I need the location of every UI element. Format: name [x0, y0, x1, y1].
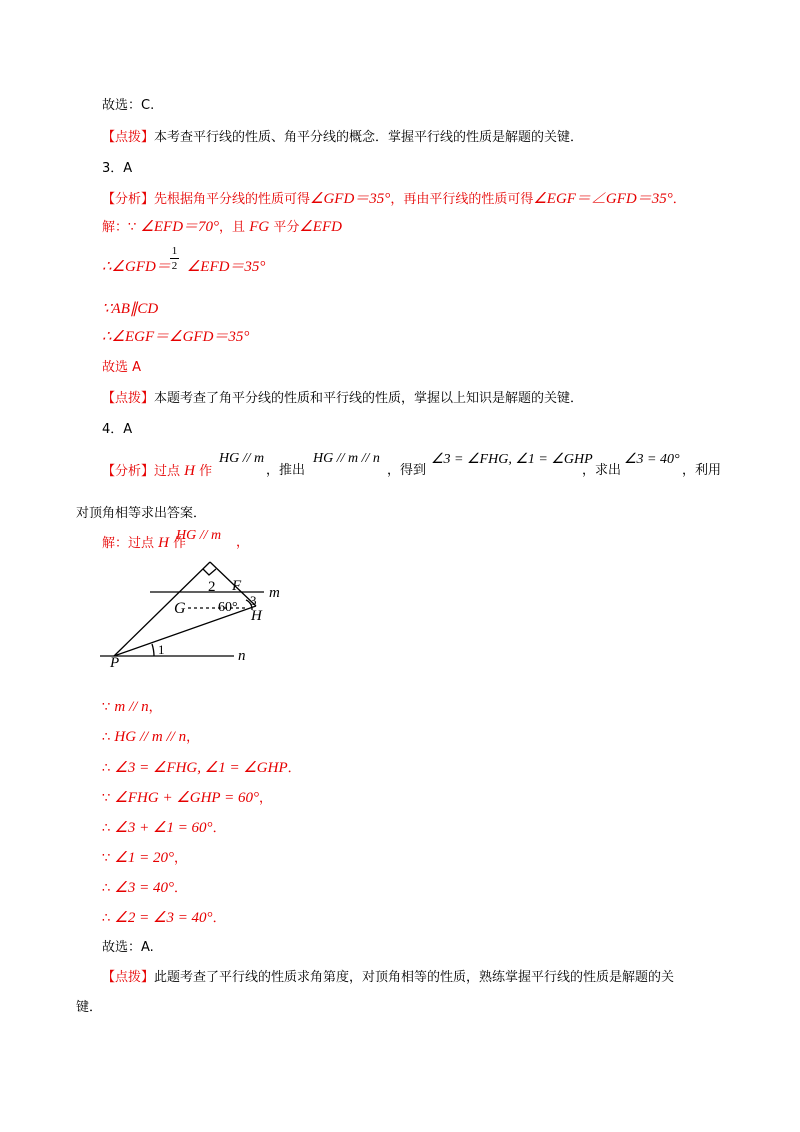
- therefore-symbol: ∴: [102, 730, 111, 745]
- math-expr: HG // m // n: [114, 729, 187, 745]
- tip-text: 本题考查了角平分线的性质和平行线的性质，掌握以上知识是解题的关键．: [154, 391, 584, 406]
- fraction-denominator: 2: [171, 260, 178, 272]
- label-p: P: [110, 655, 120, 671]
- point-h: H: [184, 463, 195, 479]
- answer-choice-a: 故选 A: [102, 360, 142, 375]
- punctuation: ．: [212, 821, 226, 836]
- math-expr: ∠GFD＝35°: [310, 191, 391, 207]
- analysis-line-4: [102, 462, 212, 481]
- math-hg-m-n: HG // m // n: [313, 451, 380, 466]
- geometry-figure: [96, 552, 280, 671]
- fraction-half: [170, 245, 179, 272]
- label-g: G: [174, 600, 186, 617]
- math-hg-parallel-m: HG // m: [219, 451, 265, 466]
- angle-1-arc: [152, 644, 154, 656]
- math-expr: ∵AB∥CD: [102, 301, 159, 317]
- label-1: 1: [158, 642, 165, 657]
- tip-text: 本考查平行线的性质、角平分线的概念．掌握平行线的性质是解题的关键．: [154, 130, 584, 145]
- analysis-tag: 【分析】: [102, 192, 155, 207]
- analysis-tag: 【分析】: [102, 464, 155, 479]
- label-n: n: [238, 648, 246, 664]
- math-expr: ∴∠GFD＝: [102, 259, 171, 275]
- therefore-symbol: ∴: [102, 881, 111, 896]
- tip-text: 此题考查了平行线的性质求角第度，对顶角相等的性质，熟练掌握平行线的性质是解题的关: [154, 970, 675, 985]
- analysis-text: ，利用: [682, 463, 722, 478]
- analysis-line-3: [102, 190, 686, 209]
- because-symbol: ∵: [102, 700, 111, 715]
- step-6: [102, 849, 187, 868]
- solution-line-3: [102, 218, 342, 237]
- punctuation: ，: [186, 730, 200, 745]
- punctuation: ，: [174, 851, 188, 866]
- therefore-symbol: ∴: [102, 761, 111, 776]
- step-1: [102, 698, 162, 717]
- because-symbol: ∵: [102, 791, 111, 806]
- math-expr: FG: [249, 219, 270, 235]
- math-expr: ∠1 = 20°: [114, 850, 174, 866]
- tip-line-4: [102, 969, 674, 987]
- right-angle-mark: [203, 569, 216, 575]
- step-5: [102, 819, 226, 838]
- label-60: 60°: [218, 600, 238, 615]
- analysis-text: ，求出: [582, 463, 622, 478]
- step-4: [102, 789, 272, 808]
- tip-tag: 【点拨】: [102, 130, 155, 145]
- therefore-symbol: ∴: [102, 911, 111, 926]
- analysis-continuation: 对顶角相等求出答案．: [76, 506, 207, 521]
- math-expr: ∠EGF＝∠GFD＝35°: [533, 191, 673, 207]
- analysis-text: 过点: [154, 464, 185, 479]
- solution-text: ，: [236, 535, 250, 550]
- math-expr: ∠2 = ∠3 = 40°: [114, 910, 213, 926]
- punctuation: ，: [148, 700, 162, 715]
- math-angle-3: ∠3 = 40°: [624, 452, 680, 467]
- tip-tag: 【点拨】: [102, 970, 155, 985]
- question-3-heading: 3．A: [102, 161, 133, 176]
- label-f: F: [232, 578, 242, 594]
- solution-text: 解：: [102, 220, 129, 235]
- solution-text: 平分: [269, 220, 300, 235]
- step-3: [102, 759, 301, 778]
- step-ab-parallel-cd: [102, 300, 158, 319]
- step-2: [102, 728, 199, 747]
- step-8: [102, 909, 226, 928]
- analysis-text: ，再由平行线的性质可得: [390, 192, 534, 207]
- math-expr: ∴∠EGF＝∠GFD＝35°: [102, 329, 250, 345]
- analysis-text: 先根据角平分线的性质可得: [154, 192, 311, 207]
- punctuation: ．: [212, 911, 226, 926]
- step-gfd: [102, 258, 265, 277]
- analysis-text: ．: [672, 192, 686, 207]
- punctuation: ．: [174, 881, 188, 896]
- step-egf: [102, 328, 249, 347]
- label-3: 3: [250, 593, 257, 608]
- math-expr: ∠EFD＝70°: [140, 219, 220, 235]
- math-expr: ∠FHG + ∠GHP = 60°: [114, 790, 259, 806]
- math-expr: ∠3 = ∠FHG, ∠1 = ∠GHP: [114, 760, 288, 776]
- tip-tag: 【点拨】: [102, 391, 155, 406]
- punctuation: ，: [258, 791, 272, 806]
- analysis-text: 作: [195, 464, 213, 479]
- because-symbol: ∵: [128, 220, 137, 235]
- math-expr: ∠3 + ∠1 = 60°: [114, 820, 213, 836]
- analysis-text: ，得到: [387, 463, 427, 478]
- math-expr: m // n: [114, 699, 149, 715]
- solution-line-4: [102, 534, 186, 553]
- math-expr: ∠3 = 40°: [114, 880, 174, 896]
- because-symbol: ∵: [102, 851, 111, 866]
- answer-choice-a-final: 故选：A.: [102, 940, 154, 955]
- punctuation: ．: [287, 761, 301, 776]
- therefore-symbol: ∴: [102, 821, 111, 836]
- fraction-numerator: 1: [171, 245, 178, 257]
- step-7: [102, 879, 187, 898]
- solution-text: 作: [168, 536, 187, 551]
- tip-line-1: [102, 129, 583, 147]
- math-hg-parallel-m: HG // m: [176, 528, 222, 543]
- question-4-heading: 4．A: [102, 422, 133, 437]
- math-expr: ∠EFD: [299, 219, 342, 235]
- analysis-text: ，推出: [266, 463, 306, 478]
- solution-text: 解：过点: [102, 536, 159, 551]
- solution-text: ，且: [219, 220, 250, 235]
- answer-choice-c: 故选：C.: [102, 98, 155, 113]
- point-h: H: [158, 535, 169, 551]
- label-2: 2: [208, 579, 216, 595]
- tip-continuation: 键．: [76, 1000, 103, 1015]
- label-m: m: [269, 585, 280, 601]
- math-expr: ∠EFD＝35°: [186, 259, 266, 275]
- tip-line-3: [102, 390, 583, 408]
- math-angle-equalities: ∠3 = ∠FHG, ∠1 = ∠GHP: [431, 452, 593, 467]
- label-h: H: [251, 608, 262, 624]
